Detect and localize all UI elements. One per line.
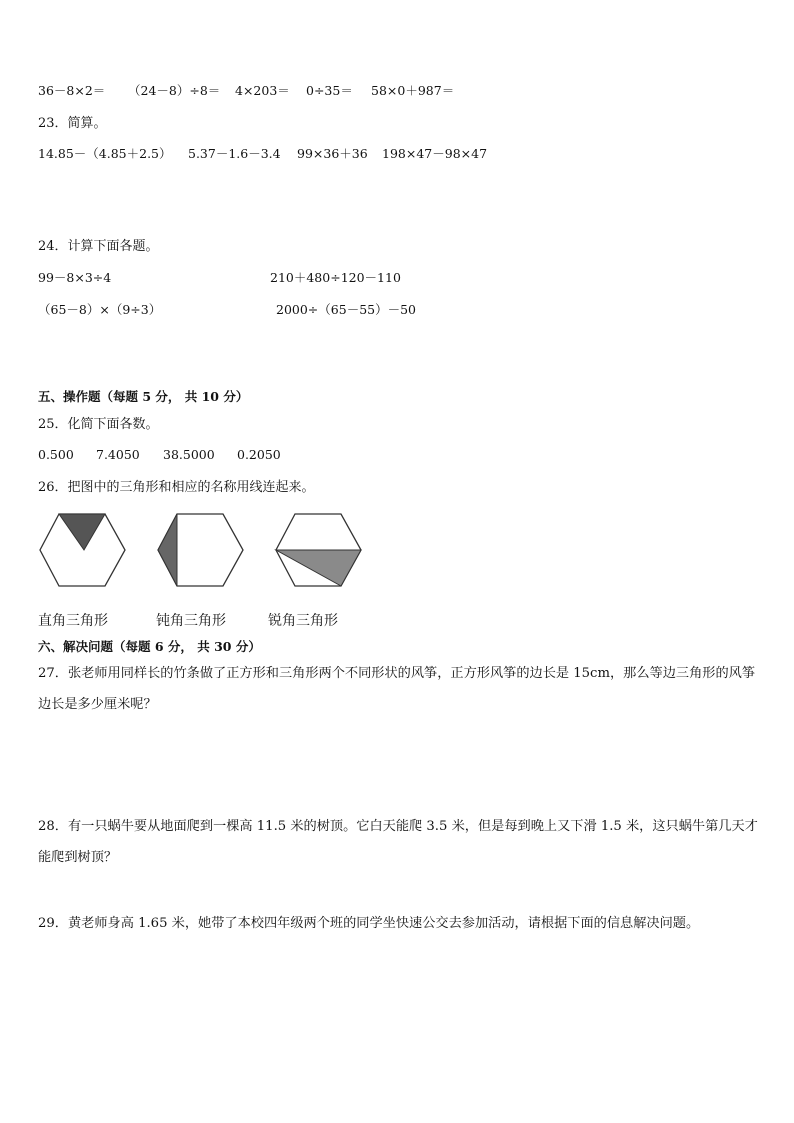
- q25-number-2: 7.4050: [96, 447, 140, 462]
- q23-expression-4: 198×47－98×47: [382, 146, 488, 161]
- expression-24-minus: （24－8）÷8＝: [128, 83, 221, 98]
- hexagon-figure-3: [274, 512, 364, 588]
- q24-expression-1: 99－8×3÷4: [38, 270, 112, 285]
- q24-expression-4: 2000÷（65－55）－50: [276, 302, 417, 317]
- expression-0-div: 0÷35＝: [306, 83, 353, 98]
- question-24-title: 24．计算下面各题。: [38, 239, 159, 254]
- label-obtuse-triangle: 钝角三角形: [156, 613, 226, 629]
- q23-expression-1: 14.85－（4.85＋2.5）: [38, 146, 172, 161]
- question-23-title: 23．简算。: [38, 116, 107, 131]
- label-right-triangle: 直角三角形: [38, 613, 108, 629]
- question-29-text: 29．黄老师身高 1.65 米，她带了本校四年级两个班的同学坐快速公交去参加活动，请根据下面的信息解决问题。: [38, 916, 700, 931]
- question-28-text: 28．有一只蜗牛要从地面爬到一棵高 11.5 米的树顶。它白天能爬 3.5 米，但是每到晚上又下滑 1.5 米，这只蜗牛第几天才能爬到树顶？: [38, 819, 758, 865]
- expression-58-times: 58×0＋987＝: [371, 83, 455, 98]
- q23-expression-2: 5.37－1.6－3.4: [188, 146, 281, 161]
- shaded-triangle: [158, 514, 177, 586]
- question-26-title: 26．把图中的三角形和相应的名称用线连起来。: [38, 480, 315, 495]
- q24-expression-2: 210＋480÷120－110: [270, 270, 401, 285]
- q25-number-4: 0.2050: [237, 447, 281, 462]
- section-5-heading: 五、操作题（每题 5 分， 共 10 分）: [38, 389, 249, 404]
- question-27-text: 27．张老师用同样长的竹条做了正方形和三角形两个不同形状的风筝，正方形风筝的边长是 15cm，那么等边三角形的风筝边长是多少厘米呢？: [38, 666, 756, 712]
- expression-4-times: 4×203＝: [235, 83, 290, 98]
- question-25-title: 25．化简下面各数。: [38, 417, 159, 432]
- hexagon-figure-1: [38, 512, 128, 588]
- q24-expression-3: （65－8）×（9÷3）: [38, 302, 162, 317]
- q25-number-1: 0.500: [38, 447, 74, 462]
- q25-number-3: 38.5000: [163, 447, 215, 462]
- hexagon-figure-2: [156, 512, 246, 588]
- label-acute-triangle: 锐角三角形: [268, 613, 338, 629]
- expression-36-minus: 36－8×2＝: [38, 83, 106, 98]
- q23-expression-3: 99×36＋36: [297, 146, 368, 161]
- section-6-heading: 六、解决问题（每题 6 分， 共 30 分）: [38, 639, 261, 654]
